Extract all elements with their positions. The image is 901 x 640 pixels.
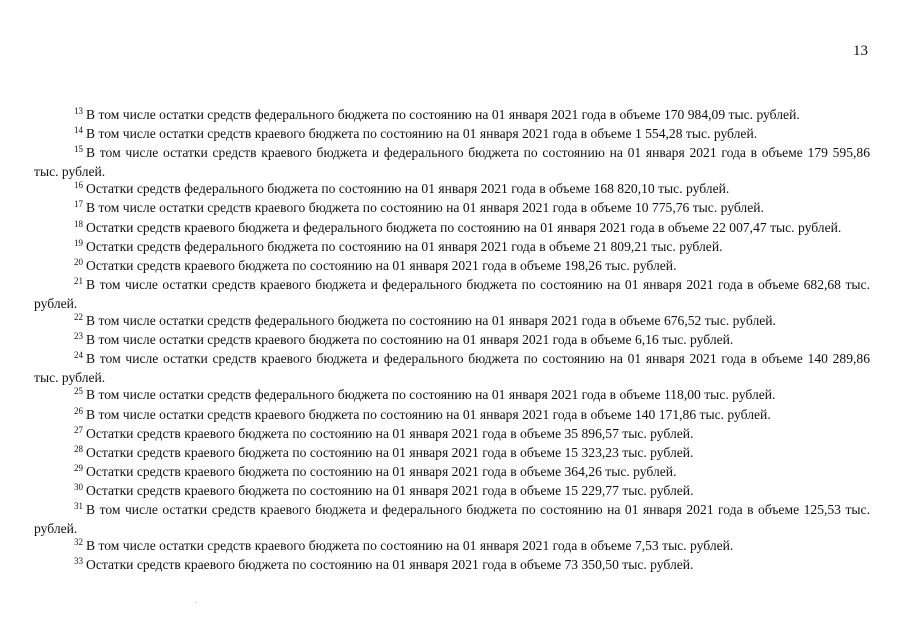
scan-speck [196, 602, 197, 603]
footnote [34, 257, 870, 276]
footnote-text: В том числе остатки средств краевого бюджета и федерального бюджета по состоянию на 01 января 2021 года в объеме 682,68 тыс. рублей. [34, 276, 870, 311]
footnote [34, 501, 870, 537]
footnote-text: В том числе остатки средств краевого бюджета по состоянию на 01 января 2021 года в объеме 10 775,76 тыс. рублей. [86, 200, 764, 216]
footnote-number: 28 [74, 443, 83, 454]
footnote-text: Остатки средств федерального бюджета по состоянию на 01 января 2021 года в объеме 168 820,10 тыс. рублей. [86, 181, 730, 197]
footnote-text: В том числе остатки средств федерального бюджета по состоянию на 01 января 2021 года в объеме 676,52 тыс. рублей. [86, 313, 776, 329]
footnote-text: Остатки средств краевого бюджета по состоянию на 01 января 2021 года в объеме 35 896,57 тыс. рублей. [86, 425, 694, 441]
footnote-text: Остатки средств краевого бюджета по состоянию на 01 января 2021 года в объеме 73 350,50 тыс. рублей. [86, 557, 694, 573]
footnote [34, 180, 870, 199]
footnote [34, 556, 870, 575]
footnote [34, 276, 870, 312]
footnote [34, 238, 870, 257]
footnote [34, 425, 870, 444]
footnote-text: Остатки средств краевого бюджета по состоянию на 01 января 2021 года в объеме 198,26 тыс. рублей. [86, 257, 677, 273]
footnote [34, 406, 870, 425]
footnote-number: 17 [74, 199, 83, 210]
page-number: 13 [853, 43, 868, 59]
footnote [34, 537, 870, 556]
footnote-number: 27 [74, 424, 83, 435]
footnote-text: В том числе остатки средств краевого бюджета и федерального бюджета по состоянию на 01 января 2021 года в объеме 140 289,86 тыс. рублей. [34, 351, 870, 386]
footnote [34, 463, 870, 482]
footnote-number: 13 [74, 106, 83, 116]
footnote-number: 31 [74, 500, 83, 511]
footnote-number: 20 [74, 256, 83, 267]
footnote-text: В том числе остатки средств краевого бюджета и федерального бюджета по состоянию на 01 января 2021 года в объеме 125,53 тыс. рублей. [34, 501, 870, 537]
footnote [34, 125, 870, 144]
footnote [34, 199, 870, 218]
footnote-text: В том числе остатки средств федерального бюджета по состоянию на 01 января 2021 года в объеме 118,00 тыс. рублей. [86, 387, 776, 403]
footnote-number: 21 [74, 275, 83, 286]
footnote-number: 19 [74, 237, 83, 248]
footnote-text: Остатки средств краевого бюджета по состоянию на 01 января 2021 года в объеме 15 323,23 тыс. рублей. [86, 444, 694, 460]
footnote-text: В том числе остатки средств краевого бюджета по состоянию на 01 января 2021 года в объеме 7,53 тыс. рублей. [86, 538, 734, 554]
footnote-text: Остатки средств краевого бюджета по состоянию на 01 января 2021 года в объеме 364,26 тыс. рублей. [86, 463, 677, 479]
footnote [34, 219, 870, 238]
footnote-number: 16 [74, 180, 83, 191]
footnote [34, 144, 870, 180]
footnote-number: 25 [74, 386, 83, 397]
footnotes-list [34, 106, 870, 575]
footnote-number: 18 [74, 218, 83, 229]
footnote-text: Остатки средств краевого бюджета по состоянию на 01 января 2021 года в объеме 15 229,77 тыс. рублей. [86, 482, 694, 498]
footnote [34, 386, 870, 405]
footnote-number: 32 [74, 537, 83, 548]
footnote-text: В том числе остатки средств краевого бюджета по состоянию на 01 января 2021 года в объеме 140 171,86 тыс. рублей. [86, 406, 771, 422]
footnote-number: 26 [74, 405, 83, 416]
footnote-text: В том числе остатки средств краевого бюджета и федерального бюджета по состоянию на 01 января 2021 года в объеме 179 595,86 тыс. рублей. [34, 145, 870, 180]
footnote-number: 33 [74, 556, 83, 567]
footnote [34, 444, 870, 463]
footnote-text: Остатки средств федерального бюджета по состоянию на 01 января 2021 года в объеме 21 809,21 тыс. рублей. [86, 238, 723, 254]
footnote [34, 106, 870, 125]
footnote [34, 482, 870, 501]
footnote [34, 350, 870, 386]
footnote-number: 14 [74, 125, 83, 136]
footnote-number: 15 [74, 144, 83, 155]
footnote [34, 312, 870, 331]
footnote [34, 331, 870, 350]
footnote-number: 23 [74, 331, 83, 342]
footnote-number: 30 [74, 481, 83, 492]
footnote-text: Остатки средств краевого бюджета и федерального бюджета по состоянию на 01 января 2021 года в объеме 22 007,47 тыс. рублей. [86, 219, 842, 235]
footnote-number: 22 [74, 312, 83, 323]
footnote-text: В том числе остатки средств краевого бюджета по состоянию на 01 января 2021 года в объеме 1 554,28 тыс. рублей. [86, 126, 758, 142]
footnote-number: 24 [74, 350, 83, 361]
footnote-number: 29 [74, 462, 83, 473]
footnote-text: В том числе остатки средств федерального бюджета по состоянию на 01 января 2021 года в объеме 170 984,09 тыс. рублей. [86, 107, 800, 122]
footnote-text: В том числе остатки средств краевого бюджета по состоянию на 01 января 2021 года в объеме 6,16 тыс. рублей. [86, 332, 734, 348]
